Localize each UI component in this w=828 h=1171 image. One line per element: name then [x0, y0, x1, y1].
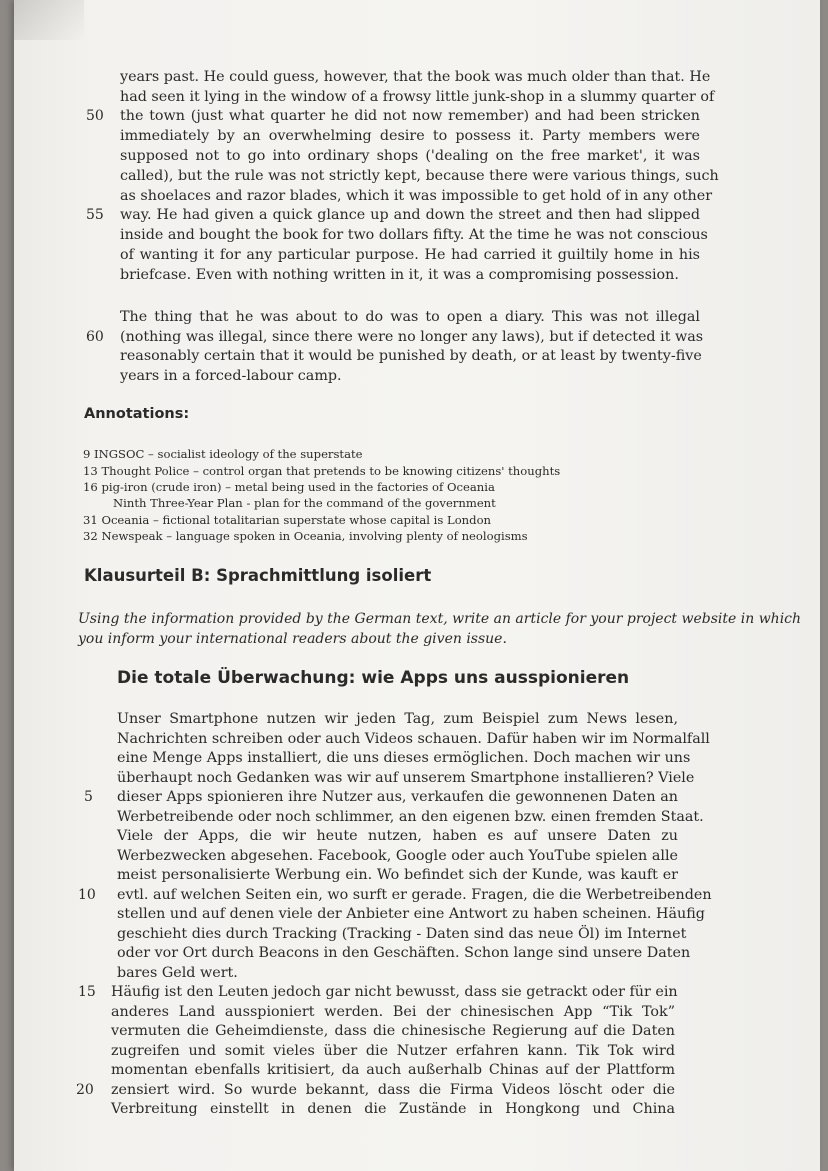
passage-line: inside and bought the book for two dollars fifty. At the time he was not conscious: [120, 227, 708, 243]
article-line: Häufig ist den Leuten jedoch gar nicht bewusst, dass sie getrackt oder für ein: [111, 984, 678, 1000]
passage-line: (nothing was illegal, since there were no longer any laws), but if detected it was: [120, 329, 704, 345]
annotation-item: 31 Oceania – fictional totalitarian superstate whose capital is London: [83, 513, 492, 527]
article-line: stellen und auf denen viele der Anbieter eine Antwort zu haben scheinen. Häufig: [117, 906, 705, 922]
annotation-item: 16 pig-iron (crude iron) – metal being used in the factories of Oceania: [83, 480, 495, 494]
line-number: 55: [86, 207, 104, 223]
passage-line: years past. He could guess, however, that the book was much older than that. He: [120, 69, 711, 85]
section-heading: Klausurteil B: Sprachmittlung isoliert: [84, 566, 432, 585]
annotations-title: Annotations:: [84, 406, 190, 422]
line-number: 60: [86, 329, 104, 345]
article-line: zugreifen und somit vieles über die Nutzer erfahren kann. Tik Tok wird: [111, 1042, 675, 1059]
annotation-item: Ninth Three-Year Plan - plan for the command of the government: [113, 496, 496, 510]
passage-line: had seen it lying in the window of a frowsy little junk-shop in a slummy quarter of: [120, 89, 715, 105]
passage-line: the town (just what quarter he did not now remember) and had been stricken: [120, 108, 700, 124]
article-line: Werbetreibende oder noch schlimmer, an den eigenen bzw. einen fremden Staat.: [117, 808, 704, 825]
instruction-line: Using the information provided by the German text, write an article for your project website in which: [78, 611, 802, 627]
article-line: überhaupt noch Gedanken was wir auf unserem Smartphone installieren? Viele: [117, 769, 695, 786]
annotation-item: 32 Newspeak – language spoken in Oceania, involving plenty of neologisms: [83, 529, 528, 543]
article-line: geschieht dies durch Tracking (Tracking - Daten sind das neue Öl) im Internet: [117, 925, 687, 942]
article-line: Verbreitung einstellt in denen die Zustände in Hongkong und China: [111, 1101, 675, 1117]
passage-line: years in a forced-labour camp.: [120, 368, 342, 384]
article-line: oder vor Ort durch Beacons in den Geschäften. Schon lange sind unsere Daten: [117, 945, 691, 961]
passage-line: of wanting it for any particular purpose. He had carried it guiltily home in his: [120, 247, 700, 263]
folded-corner: [14, 0, 84, 40]
passage-line: called), but the rule was not strictly kept, because there were various things, such: [120, 168, 719, 184]
instruction-line: you inform your international readers about the given issue.: [78, 631, 507, 647]
line-number: 10: [78, 886, 96, 903]
article-line: Unser Smartphone nutzen wir jeden Tag, zum Beispiel zum News lesen,: [117, 711, 678, 727]
article-line: meist personalisierte Werbung ein. Wo befindet sich der Kunde, was kauft er: [117, 867, 678, 883]
line-number: 5: [84, 789, 93, 805]
article-line: evtl. auf welchen Seiten ein, wo surft er gerade. Fragen, die die Werbetreibenden: [117, 886, 712, 903]
passage-line: immediately by an overwhelming desire to possess it. Party members were: [120, 128, 700, 144]
passage-line: way. He had given a quick glance up and down the street and then had slipped: [120, 207, 700, 223]
line-number: 50: [86, 108, 104, 124]
article-line: zensiert wird. So wurde bekannt, dass die Firma Videos löscht oder die: [111, 1081, 675, 1098]
line-number: 15: [78, 984, 96, 1000]
article-line: Nachrichten schreiben oder auch Videos schauen. Dafür haben wir im Normalfall: [117, 730, 710, 747]
article-line: anderes Land ausspioniert werden. Bei der chinesischen App “Tik Tok”: [111, 1003, 675, 1020]
article-line: vermuten die Geheimdienste, dass die chinesische Regierung auf die Daten: [111, 1023, 675, 1039]
passage-line: reasonably certain that it would be punished by death, or at least by twenty-five: [120, 348, 702, 364]
passage-line: supposed not to go into ordinary shops ('dealing on the free market', it was: [120, 148, 700, 164]
annotation-item: 9 INGSOC – socialist ideology of the superstate: [83, 447, 363, 461]
article-line: bares Geld wert.: [117, 964, 238, 981]
line-number: 20: [76, 1081, 94, 1098]
article-line: eine Menge Apps installiert, die uns dieses ermöglichen. Doch machen wir uns: [117, 750, 691, 766]
passage-line: briefcase. Even with nothing written in it, it was a compromising possession.: [120, 267, 679, 283]
article-line: momentan ebenfalls kritisiert, da auch außerhalb Chinas auf der Plattform: [111, 1062, 675, 1078]
passage-line: as shoelaces and razor blades, which it was impossible to get hold of in any other: [120, 188, 713, 204]
article-title: Die totale Überwachung: wie Apps uns ausspionieren: [117, 668, 630, 688]
article-line: Viele der Apps, die wir heute nutzen, haben es auf unsere Daten zu: [117, 828, 678, 844]
passage-line: The thing that he was about to do was to open a diary. This was not illegal: [120, 309, 700, 325]
annotation-item: 13 Thought Police – control organ that pretends to be knowing citizens' thoughts: [83, 464, 561, 478]
article-line: dieser Apps spionieren ihre Nutzer aus, verkaufen die gewonnenen Daten an: [117, 789, 678, 805]
article-line: Werbezwecken abgesehen. Facebook, Google oder auch YouTube spielen alle: [117, 847, 678, 864]
